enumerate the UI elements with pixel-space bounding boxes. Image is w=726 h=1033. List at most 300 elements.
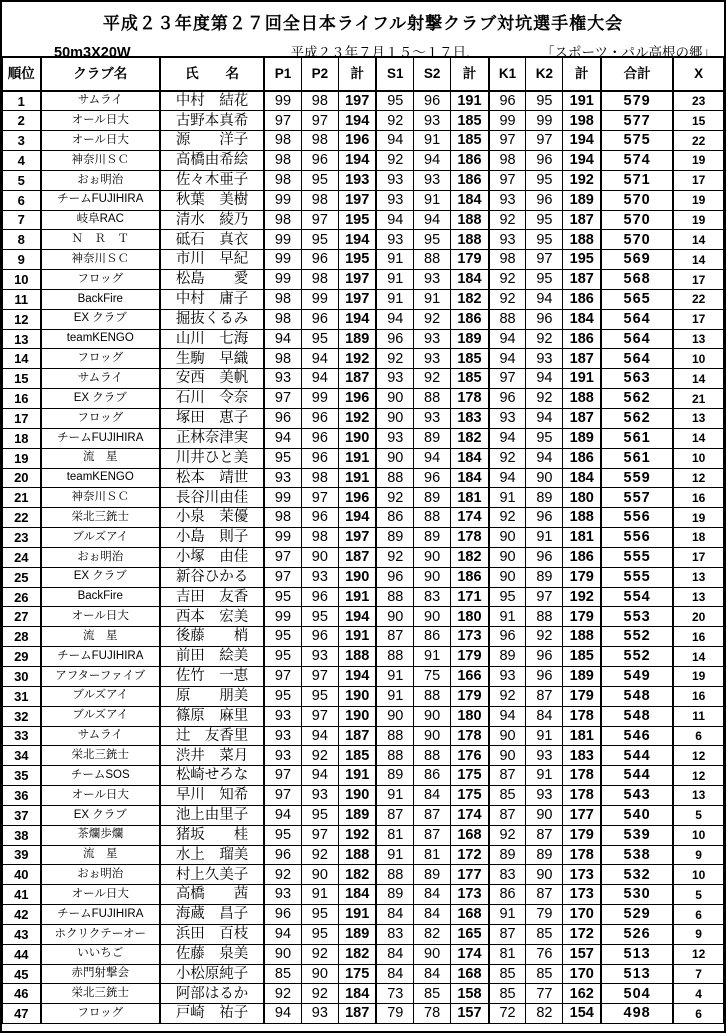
s1-cell: 88 [376,865,413,885]
p-total-cell: 196 [338,131,376,151]
k-total-cell: 177 [563,805,601,825]
p2-cell: 95 [301,329,338,349]
s2-cell: 89 [414,488,451,508]
rank-cell: 7 [3,210,41,230]
x-cell: 20 [673,607,723,627]
p2-cell: 96 [301,587,338,607]
k-total-cell: 188 [563,508,601,528]
p-total-cell: 182 [338,865,376,885]
k2-cell: 96 [526,508,563,528]
k2-cell: 91 [526,726,563,746]
rank-cell: 43 [3,924,41,944]
s2-cell: 88 [414,686,451,706]
k1-cell: 90 [489,726,526,746]
k2-cell: 95 [526,91,563,111]
k2-cell: 89 [526,845,563,865]
k1-cell: 97 [489,131,526,151]
s-total-cell: 178 [451,726,489,746]
table-row [3,786,724,806]
p-total-cell: 196 [338,389,376,409]
header-row [3,57,724,91]
k-total-cell: 195 [563,250,601,270]
p2-cell: 93 [301,567,338,587]
grand-total-cell: 569 [601,250,673,270]
grand-total-cell: 553 [601,607,673,627]
grand-total-cell: 556 [601,528,673,548]
p1-cell: 93 [264,369,301,389]
x-cell: 13 [673,329,723,349]
k2-cell: 95 [526,230,563,250]
s-total-cell: 191 [451,91,489,111]
k2-cell: 90 [526,805,563,825]
name-cell: 池上由里子 [160,805,264,825]
grand-total-cell: 570 [601,210,673,230]
k-total-cell: 170 [563,964,601,984]
p2-cell: 92 [301,984,338,1004]
p1-cell: 97 [264,766,301,786]
s2-cell: 88 [414,250,451,270]
k-total-cell: 179 [563,607,601,627]
grand-total-cell: 556 [601,508,673,528]
k2-cell: 87 [526,885,563,905]
page-title: 平成２３年度第２７回全日本ライフル射撃クラブ対坑選手権大会 [102,14,624,33]
p2-cell: 95 [301,905,338,925]
s-total-cell: 184 [451,190,489,210]
table-row [3,805,724,825]
rank-cell: 30 [3,666,41,686]
x-cell: 17 [673,170,723,190]
name-cell: 砥石 真衣 [160,230,264,250]
p-total-cell: 194 [338,508,376,528]
s-total-cell: 174 [451,508,489,528]
p-total-cell: 184 [338,885,376,905]
p-total-cell: 189 [338,924,376,944]
s2-cell: 93 [414,329,451,349]
club-cell: EX クラブ [41,309,160,329]
club-cell: ホクリクテーオー [41,924,160,944]
p2-cell: 92 [301,746,338,766]
club-cell: おぉ明治 [41,170,160,190]
k2-cell: 93 [526,786,563,806]
k2-cell: 96 [526,151,563,171]
k1-cell: 91 [489,488,526,508]
table-row [3,766,724,786]
name-cell: 長谷川由佳 [160,488,264,508]
k-total-cell: 185 [563,647,601,667]
name-cell: 中村 庸子 [160,289,264,309]
rank-cell: 39 [3,845,41,865]
s1-cell: 94 [376,309,413,329]
p-total-cell: 190 [338,706,376,726]
name-cell: 源 洋子 [160,131,264,151]
s1-cell: 90 [376,607,413,627]
p2-cell: 97 [301,825,338,845]
event-label: 50m3X20W [54,45,131,61]
s-total-cell: 182 [451,428,489,448]
k-total-cell: 183 [563,746,601,766]
name-cell: 浜田 百枝 [160,924,264,944]
p-total-cell: 190 [338,428,376,448]
p-total-cell: 191 [338,905,376,925]
s-total-cell: 157 [451,1004,489,1024]
x-cell: 13 [673,567,723,587]
club-cell: 茶爛歩爛 [41,825,160,845]
p2-cell: 96 [301,309,338,329]
x-cell: 17 [673,309,723,329]
s2-cell: 93 [414,409,451,429]
k-total-cell: 187 [563,409,601,429]
name-cell: 佐竹 一恵 [160,666,264,686]
x-cell: 14 [673,250,723,270]
s2-cell: 88 [414,508,451,528]
rank-cell: 11 [3,289,41,309]
k2-cell: 94 [526,369,563,389]
grand-total-cell: 555 [601,547,673,567]
table-row [3,468,724,488]
s2-cell: 93 [414,349,451,369]
k1-cell: 91 [489,607,526,627]
s2-cell: 93 [414,111,451,131]
s-total-cell: 188 [451,230,489,250]
name-cell: 猪坂 桂 [160,825,264,845]
p-total-cell: 175 [338,964,376,984]
grand-total-cell: 571 [601,170,673,190]
p1-cell: 95 [264,448,301,468]
k1-cell: 90 [489,528,526,548]
name-cell: 村上久美子 [160,865,264,885]
x-cell: 19 [673,666,723,686]
name-cell: 西本 宏美 [160,607,264,627]
rank-cell: 34 [3,746,41,766]
s-total-cell: 184 [451,270,489,290]
s-total-cell: 166 [451,666,489,686]
club-cell: 神奈川ＳＣ [41,151,160,171]
s2-cell: 88 [414,389,451,409]
table-row [3,1004,724,1024]
s-total-cell: 185 [451,369,489,389]
s1-cell: 90 [376,706,413,726]
grand-total-cell: 544 [601,746,673,766]
k1-cell: 92 [489,270,526,290]
p-total-cell: 189 [338,329,376,349]
p2-cell: 97 [301,111,338,131]
s1-cell: 91 [376,786,413,806]
s1-cell: 93 [376,369,413,389]
p2-cell: 94 [301,766,338,786]
col-header-p-total: 計 [338,57,376,91]
table-row [3,170,724,190]
p1-cell: 97 [264,389,301,409]
grand-total-cell: 564 [601,329,673,349]
x-cell: 16 [673,627,723,647]
k1-cell: 95 [489,587,526,607]
k-total-cell: 188 [563,627,601,647]
k2-cell: 96 [526,547,563,567]
k2-cell: 96 [526,647,563,667]
s-total-cell: 179 [451,647,489,667]
x-cell: 19 [673,190,723,210]
club-cell: サムライ [41,369,160,389]
grand-total-cell: 504 [601,984,673,1004]
k-total-cell: 187 [563,270,601,290]
s-total-cell: 186 [451,151,489,171]
s2-cell: 88 [414,746,451,766]
p2-cell: 92 [301,944,338,964]
x-cell: 19 [673,151,723,171]
name-cell: 早川 知希 [160,786,264,806]
rank-cell: 14 [3,349,41,369]
s2-cell: 90 [414,547,451,567]
k2-cell: 95 [526,210,563,230]
grand-total-cell: 538 [601,845,673,865]
col-header-p1: P1 [264,57,301,91]
p2-cell: 93 [301,786,338,806]
p2-cell: 95 [301,686,338,706]
grand-total-cell: 564 [601,349,673,369]
p-total-cell: 190 [338,786,376,806]
s1-cell: 93 [376,428,413,448]
x-cell: 19 [673,210,723,230]
s-total-cell: 185 [451,131,489,151]
col-header-p2: P2 [301,57,338,91]
rank-cell: 31 [3,686,41,706]
grand-total-cell: 574 [601,151,673,171]
rank-cell: 13 [3,329,41,349]
rank-cell: 23 [3,528,41,548]
table-row [3,587,724,607]
x-cell: 10 [673,825,723,845]
rank-cell: 20 [3,468,41,488]
col-header-k1: K1 [489,57,526,91]
s1-cell: 92 [376,488,413,508]
club-cell: 流 星 [41,845,160,865]
k1-cell: 98 [489,250,526,270]
s2-cell: 84 [414,786,451,806]
s-total-cell: 185 [451,349,489,369]
table-row [3,329,724,349]
club-cell: 栄北三銃士 [41,746,160,766]
p-total-cell: 189 [338,805,376,825]
k1-cell: 93 [489,230,526,250]
club-cell: ブルズアイ [41,686,160,706]
col-header-club: クラブ名 [41,57,160,91]
s1-cell: 90 [376,448,413,468]
table-row [3,567,724,587]
grand-total-cell: 577 [601,111,673,131]
table-row [3,627,724,647]
club-cell: 流 星 [41,627,160,647]
club-cell: ブルズアイ [41,528,160,548]
p1-cell: 98 [264,131,301,151]
s1-cell: 83 [376,924,413,944]
table-row [3,984,724,1004]
name-cell: 高橋由希絵 [160,151,264,171]
name-cell: 秋葉 美樹 [160,190,264,210]
p1-cell: 98 [264,289,301,309]
rank-cell: 2 [3,111,41,131]
subtitle-row [2,41,724,61]
p1-cell: 92 [264,865,301,885]
rank-cell: 8 [3,230,41,250]
k2-cell: 76 [526,944,563,964]
grand-total-cell: 552 [601,647,673,667]
club-cell: フロッグ [41,349,160,369]
table-row [3,944,724,964]
s2-cell: 86 [414,766,451,786]
p2-cell: 95 [301,230,338,250]
k-total-cell: 188 [563,389,601,409]
k1-cell: 83 [489,865,526,885]
s-total-cell: 173 [451,627,489,647]
grand-total-cell: 568 [601,270,673,290]
p-total-cell: 184 [338,984,376,1004]
p2-cell: 99 [301,389,338,409]
k-total-cell: 184 [563,468,601,488]
x-cell: 11 [673,706,723,726]
k1-cell: 94 [489,468,526,488]
s-total-cell: 184 [451,448,489,468]
p1-cell: 98 [264,210,301,230]
s2-cell: 89 [414,528,451,548]
rank-cell: 46 [3,984,41,1004]
s-total-cell: 181 [451,488,489,508]
grand-total-cell: 532 [601,865,673,885]
club-cell: チームSOS [41,766,160,786]
k2-cell: 96 [526,309,563,329]
s2-cell: 94 [414,448,451,468]
k-total-cell: 186 [563,547,601,567]
club-cell: ブルズアイ [41,706,160,726]
rank-cell: 18 [3,428,41,448]
grand-total-cell: 570 [601,190,673,210]
table-row [3,250,724,270]
k1-cell: 85 [489,964,526,984]
s1-cell: 91 [376,289,413,309]
club-cell: アフターファイブ [41,666,160,686]
rank-cell: 28 [3,627,41,647]
p1-cell: 99 [264,270,301,290]
name-cell: 古野本真希 [160,111,264,131]
x-cell: 13 [673,409,723,429]
x-cell: 5 [673,805,723,825]
s-total-cell: 158 [451,984,489,1004]
s-total-cell: 182 [451,289,489,309]
s1-cell: 92 [376,151,413,171]
grand-total-cell: 543 [601,786,673,806]
table-row [3,448,724,468]
grand-total-cell: 552 [601,627,673,647]
s-total-cell: 174 [451,805,489,825]
table-row [3,409,724,429]
name-cell: 小松原純子 [160,964,264,984]
s2-cell: 86 [414,627,451,647]
club-cell: BackFire [41,587,160,607]
k2-cell: 84 [526,706,563,726]
k2-cell: 92 [526,329,563,349]
p-total-cell: 195 [338,210,376,230]
club-cell: EX クラブ [41,567,160,587]
rank-cell: 4 [3,151,41,171]
table-row [3,289,724,309]
s1-cell: 73 [376,984,413,1004]
x-cell: 14 [673,647,723,667]
k-total-cell: 179 [563,825,601,845]
rank-cell: 15 [3,369,41,389]
s-total-cell: 178 [451,528,489,548]
k1-cell: 92 [489,210,526,230]
s2-cell: 95 [414,230,451,250]
table-row [3,111,724,131]
p2-cell: 96 [301,508,338,528]
s1-cell: 91 [376,845,413,865]
p1-cell: 93 [264,746,301,766]
k-total-cell: 192 [563,170,601,190]
event-venue: 「スポーツ・パル高根の郷」 [541,45,716,60]
p1-cell: 94 [264,329,301,349]
k2-cell: 97 [526,250,563,270]
club-cell: オール日大 [41,607,160,627]
s-total-cell: 180 [451,607,489,627]
p-total-cell: 187 [338,726,376,746]
s1-cell: 86 [376,508,413,528]
k2-cell: 96 [526,190,563,210]
p1-cell: 93 [264,706,301,726]
k1-cell: 90 [489,567,526,587]
s1-cell: 90 [376,409,413,429]
p-total-cell: 191 [338,468,376,488]
name-cell: 水上 瑠美 [160,845,264,865]
name-cell: 生駒 早織 [160,349,264,369]
rank-cell: 19 [3,448,41,468]
results-table [2,56,724,1024]
s1-cell: 88 [376,726,413,746]
p1-cell: 94 [264,1004,301,1024]
s1-cell: 84 [376,905,413,925]
s2-cell: 94 [414,210,451,230]
s1-cell: 79 [376,1004,413,1024]
p1-cell: 85 [264,964,301,984]
k1-cell: 89 [489,647,526,667]
p1-cell: 99 [264,488,301,508]
k1-cell: 87 [489,805,526,825]
rank-cell: 42 [3,905,41,925]
k-total-cell: 178 [563,766,601,786]
s2-cell: 87 [414,825,451,845]
s1-cell: 84 [376,944,413,964]
p1-cell: 93 [264,885,301,905]
p-total-cell: 191 [338,766,376,786]
grand-total-cell: 562 [601,389,673,409]
k-total-cell: 172 [563,924,601,944]
s1-cell: 96 [376,567,413,587]
s2-cell: 91 [414,131,451,151]
s1-cell: 94 [376,131,413,151]
rank-cell: 25 [3,567,41,587]
p1-cell: 99 [264,607,301,627]
x-cell: 10 [673,865,723,885]
p2-cell: 99 [301,289,338,309]
s-total-cell: 172 [451,845,489,865]
p-total-cell: 191 [338,627,376,647]
k2-cell: 85 [526,964,563,984]
k2-cell: 92 [526,627,563,647]
club-cell: 赤門射撃会 [41,964,160,984]
s2-cell: 93 [414,170,451,190]
s-total-cell: 179 [451,686,489,706]
k1-cell: 86 [489,885,526,905]
s-total-cell: 186 [451,309,489,329]
p-total-cell: 188 [338,845,376,865]
